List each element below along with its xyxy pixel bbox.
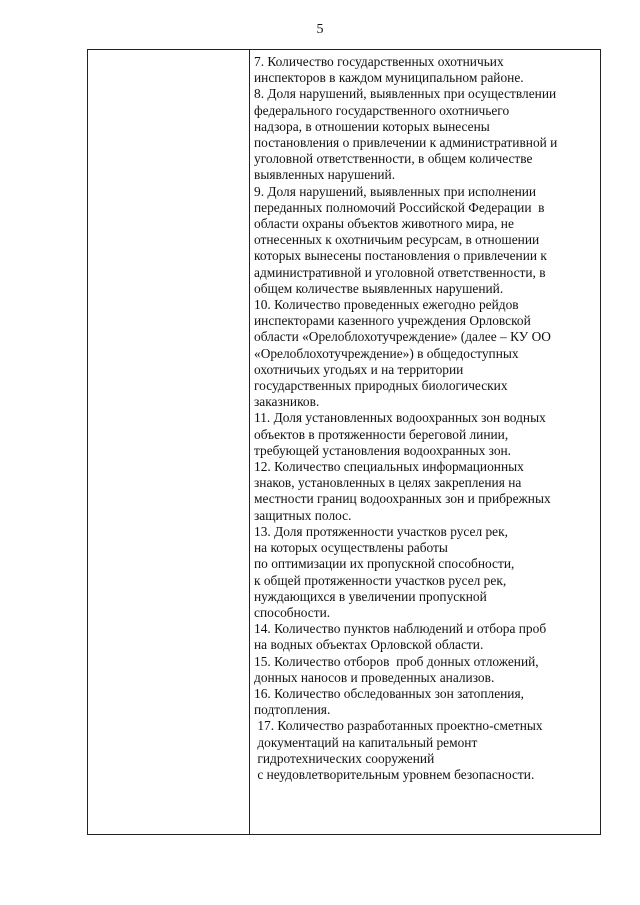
indicator-line: к общей протяженности участков русел рек, <box>254 572 507 588</box>
indicator-item <box>254 654 602 686</box>
indicator-line: постановления о привлечении к административной и <box>254 135 558 151</box>
indicator-line: которых вынесены постановления о привлечении к <box>254 248 547 264</box>
indicator-line: 12. Количество специальных информационных <box>254 459 524 475</box>
indicator-line: требующей установления водоохранных зон. <box>254 442 512 458</box>
indicators-table <box>87 49 601 835</box>
indicator-line: 17. Количество разработанных проектно-сметных <box>254 718 543 734</box>
indicator-line: нуждающихся в увеличении пропускной <box>254 588 487 604</box>
indicator-item <box>254 686 602 718</box>
indicator-line: 7. Количество государственных охотничьих <box>254 54 504 69</box>
indicator-line: на которых осуществлены работы <box>254 540 448 556</box>
indicator-line: инспекторов в каждом муниципальном районе. <box>254 70 524 86</box>
indicator-item <box>254 524 602 621</box>
indicator-line: 13. Доля протяженности участков русел рек, <box>254 523 508 539</box>
indicator-item <box>254 297 602 410</box>
indicator-line: области «Орелоблохотучреждение» (далее – КУ ОО <box>254 329 551 345</box>
indicator-line: 9. Доля нарушений, выявленных при исполнении <box>254 183 537 199</box>
indicator-item <box>254 86 602 183</box>
indicator-item <box>254 184 602 297</box>
indicator-item <box>254 459 602 524</box>
indicator-line: 14. Количество пунктов наблюдений и отбора проб <box>254 621 547 637</box>
indicator-line: с неудовлетворительным уровнем безопасности. <box>254 766 535 782</box>
indicator-line: заказников. <box>254 394 320 410</box>
table-right-cell <box>254 54 602 783</box>
indicator-line: 15. Количество отборов проб донных отложений, <box>254 653 539 669</box>
indicator-line: выявленных нарушений. <box>254 167 396 183</box>
indicator-line: по оптимизации их пропускной способности, <box>254 556 515 572</box>
indicator-line: охотничьих угодьях и на территории <box>254 361 464 377</box>
indicator-line: 11. Доля установленных водоохранных зон водных <box>254 410 546 426</box>
indicator-item <box>254 621 602 653</box>
indicator-line: федерального государственного охотничьего <box>254 102 510 118</box>
indicator-line: на водных объектах Орловской области. <box>254 637 484 653</box>
table-left-cell <box>88 50 249 834</box>
indicator-line: гидротехнических сооружений <box>254 750 435 766</box>
column-divider <box>249 50 250 834</box>
indicator-line: знаков, установленных в целях закрепления на <box>254 475 522 491</box>
indicator-line: местности границ водоохранных зон и прибрежных <box>254 491 551 507</box>
indicator-line: области охраны объектов животного мира, не <box>254 216 514 232</box>
indicator-line: подтопления. <box>254 702 331 718</box>
indicator-line: уголовной ответственности, в общем количестве <box>254 151 533 167</box>
indicator-line: «Орелоблохотучреждение») в общедоступных <box>254 345 519 361</box>
indicator-line: государственных природных биологических <box>254 378 508 394</box>
indicator-line: объектов в протяженности береговой линии, <box>254 426 509 442</box>
indicator-item <box>254 410 602 459</box>
indicator-line: инспекторами казенного учреждения Орловской <box>254 313 531 329</box>
page-number: 5 <box>316 22 324 37</box>
indicator-line: общем количестве выявленных нарушений. <box>254 280 504 296</box>
indicator-item <box>254 718 602 783</box>
indicator-line: административной и уголовной ответственности, в <box>254 264 546 280</box>
indicator-line: документаций на капитальный ремонт <box>254 734 478 750</box>
indicator-line: переданных полномочий Российской Федерации в <box>254 199 545 215</box>
indicator-line: 10. Количество проведенных ежегодно рейдов <box>254 297 519 313</box>
indicator-item <box>254 54 602 86</box>
indicator-line: способности. <box>254 604 331 620</box>
indicator-line: 8. Доля нарушений, выявленных при осуществлении <box>254 86 557 102</box>
indicator-line: донных наносов и проведенных анализов. <box>254 669 495 685</box>
indicator-line: отнесенных к охотничьим ресурсам, в отношении <box>254 232 540 248</box>
indicator-line: 16. Количество обследованных зон затопления, <box>254 685 524 701</box>
indicator-line: надзора, в отношении которых вынесены <box>254 118 490 134</box>
indicator-line: защитных полос. <box>254 507 352 523</box>
